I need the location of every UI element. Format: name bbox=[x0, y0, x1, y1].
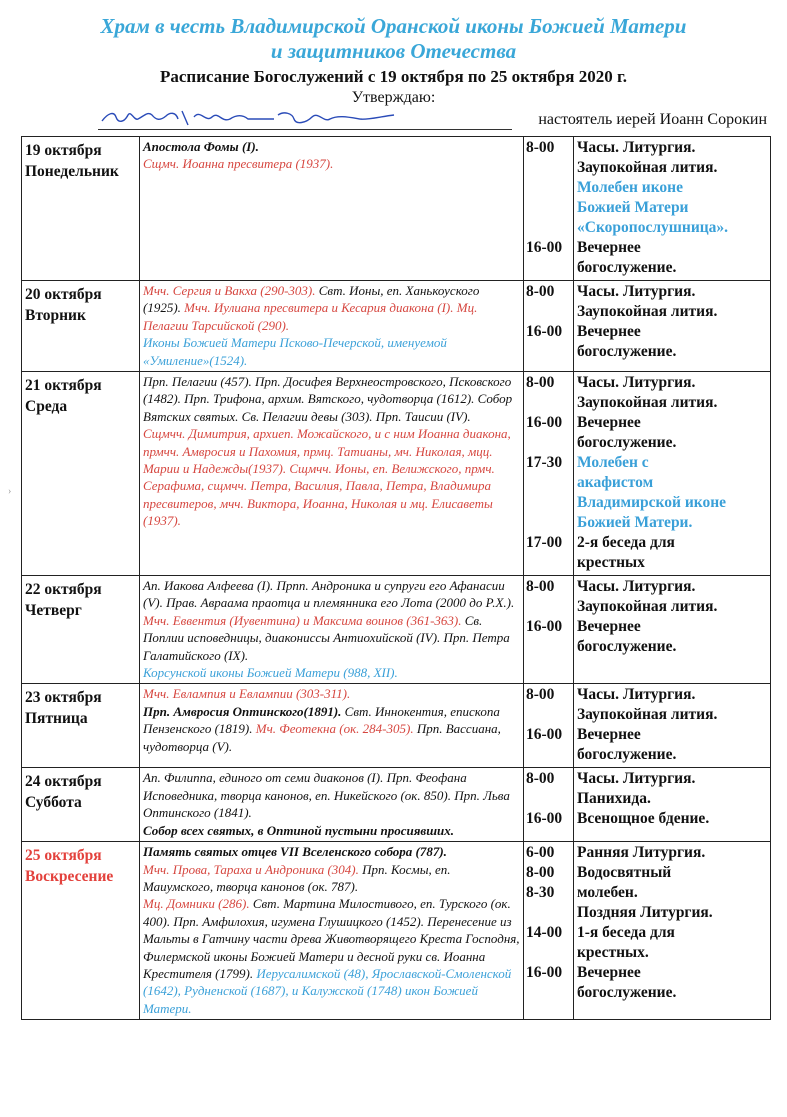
saint-text: Мчч. Евлампия и Евлампии (303-311). bbox=[143, 686, 351, 702]
service-name: Божией Матери. bbox=[577, 514, 693, 532]
signature-icon bbox=[98, 105, 398, 131]
service-time bbox=[526, 705, 572, 725]
schedule-row bbox=[22, 768, 771, 842]
service-time bbox=[526, 745, 572, 765]
service-name: Часы. Литургия. bbox=[577, 578, 696, 596]
service-name: Вечернее bbox=[577, 618, 641, 636]
service-time: 17-00 bbox=[526, 534, 563, 552]
saint-text: Сщмчч. Димитрия, архиеп. Можайского, и с ним Иоанна диакона, прмчч. Амвросия и Пахомия, прмц. Татианы, мч. Николая, мцц. Марии и Надежды(1937). Сщмчч. Ионы, еп. Велижского, прмч. Серафима, сщмчч. Петра, Василия, Павла, Петра, Владимира пресвитеров, мчч. Виктора, Иоанна, Николая и мц. Елисаветы (1937). bbox=[143, 426, 511, 529]
services-cell bbox=[574, 137, 771, 281]
times-cell bbox=[524, 372, 574, 576]
service-time bbox=[526, 258, 572, 278]
saint-text: Свт. Иннокентия, епископа Пензенского (1819). bbox=[143, 703, 500, 737]
schedule-subtitle: Расписание Богослужений с 19 октября по 25 октября 2020 г. bbox=[159, 67, 628, 86]
times-cell bbox=[524, 768, 574, 842]
day-date: 21 октября bbox=[25, 377, 102, 395]
saint-text: Собор всех святых, в Оптиной пустыни просиявших. bbox=[143, 822, 455, 838]
saint-text: Прп. Амвросия Оптинского(1891). bbox=[143, 703, 345, 719]
saints-cell bbox=[140, 576, 524, 684]
day-cell bbox=[22, 842, 140, 1020]
service-time: 16-00 bbox=[526, 239, 563, 256]
times-cell bbox=[524, 281, 574, 372]
service-time: 8-00 bbox=[526, 686, 555, 704]
schedule-row bbox=[22, 137, 771, 281]
day-weekday: Суббота bbox=[25, 794, 82, 812]
service-time: 16-00 bbox=[526, 323, 563, 340]
day-date: 20 октября bbox=[25, 286, 102, 303]
saint-text: Иерусалимской (48), Ярославской-Смоленской (1642), Рудненской (1687), и Калужской (1748) икон Божией Матери. bbox=[143, 965, 512, 1016]
service-name: Ранняя Литургия. bbox=[577, 844, 706, 862]
saint-text: Апостола Фомы (I). bbox=[143, 139, 259, 154]
services-cell bbox=[574, 372, 771, 576]
service-time: 8-00 bbox=[526, 374, 555, 392]
saint-text: Память святых отцев VII Вселенского собора (787). bbox=[143, 844, 447, 860]
service-name: богослужение. bbox=[577, 343, 677, 360]
service-name: Вечернее bbox=[577, 414, 641, 432]
day-cell bbox=[22, 372, 140, 576]
day-weekday: Четверг bbox=[25, 602, 82, 620]
service-name: Молебен с bbox=[577, 454, 649, 472]
schedule-row bbox=[22, 842, 771, 1020]
header bbox=[0, 0, 787, 107]
saint-text: Корсунской иконы Божией Матери (988, XII). bbox=[143, 665, 398, 681]
service-name: Часы. Литургия. bbox=[577, 770, 696, 788]
service-time: 8-00 bbox=[526, 578, 555, 596]
day-cell bbox=[22, 684, 140, 768]
service-name: крестных. bbox=[577, 944, 649, 962]
service-name: Часы. Литургия. bbox=[577, 686, 696, 704]
service-name: Заупокойная лития. bbox=[577, 303, 718, 320]
service-time: 6-00 bbox=[526, 844, 555, 862]
schedule-table bbox=[21, 136, 771, 1020]
service-time: 16-00 bbox=[526, 618, 563, 636]
approve-label: Утверждаю: bbox=[351, 89, 436, 106]
service-time: 8-00 bbox=[526, 139, 555, 156]
saints-cell bbox=[140, 684, 524, 768]
service-time bbox=[526, 302, 572, 322]
service-time: 8-30 bbox=[526, 884, 555, 902]
day-date: 23 октября bbox=[25, 689, 102, 707]
services-cell bbox=[574, 768, 771, 842]
day-date: 24 октября bbox=[25, 773, 102, 791]
service-name: богослужение. bbox=[577, 638, 677, 656]
times-cell bbox=[524, 137, 574, 281]
day-cell bbox=[22, 576, 140, 684]
day-date: 22 октября bbox=[25, 581, 102, 599]
service-name: акафистом bbox=[577, 474, 654, 492]
saint-text: Св. Поплии исповедницы, диакониссы Антиохийской (IV). Прп. Петра Галатийского (IX). bbox=[143, 612, 510, 663]
day-weekday: Пятница bbox=[25, 710, 88, 728]
services-cell bbox=[574, 576, 771, 684]
saint-text: Иконы Божией Матери Псково-Печерской, именуемой «Умиление»(1524). bbox=[143, 335, 447, 368]
saint-text: Свт. Ионы, еп. Ханькоуского (1925). bbox=[143, 283, 480, 316]
day-cell bbox=[22, 768, 140, 842]
saint-text: Ап. Филиппа, единого от семи диаконов (I). Прп. Феофана Исповедника, творца канонов, еп. Никейского (ок. 850). Прп. Льва Оптинского (1841). bbox=[143, 770, 510, 821]
service-name: Часы. Литургия. bbox=[577, 283, 696, 300]
title-line-1: Храм в честь Владимирской Оранской иконы Божией Матери bbox=[100, 14, 687, 38]
rector-name: настоятель иерей Иоанн Сорокин bbox=[538, 111, 767, 128]
times-cell bbox=[524, 576, 574, 684]
saint-text: Мчч. Иулиана пресвитера и Кесария диакона (I). Мц. Пелагии Тарсийской (290). bbox=[143, 300, 478, 333]
service-name: Молебен иконе bbox=[577, 179, 683, 196]
service-name: Панихида. bbox=[577, 790, 651, 808]
day-cell bbox=[22, 281, 140, 372]
saint-text: Мчч. Еввентия (Иувентина) и Максима воинов (361-363). bbox=[143, 612, 465, 628]
saint-text: Мч. Феотекна (ок. 284-305). bbox=[255, 721, 417, 737]
service-time: 8-00 bbox=[526, 283, 555, 300]
saint-text: Прп. Пелагии (457). Прп. Досифея Верхнеостровского, Псковского (1482). Прп. Трифона, архим. Вятского, чудотворца (1612). Собор Вятских святых. Св. Пелагии девы (303). Прп. Таисии (IV). bbox=[143, 374, 513, 424]
signature-line bbox=[98, 107, 512, 130]
service-time: 16-00 bbox=[526, 964, 563, 982]
service-time bbox=[526, 158, 572, 178]
schedule-row bbox=[22, 281, 771, 372]
approval-line bbox=[20, 107, 767, 131]
service-name: Владимирской иконе bbox=[577, 494, 727, 512]
service-time: 8-00 bbox=[526, 864, 555, 882]
saints-cell bbox=[140, 372, 524, 576]
services-cell bbox=[574, 684, 771, 768]
service-name: Часы. Литургия. bbox=[577, 139, 696, 156]
service-name: 2-я беседа для bbox=[577, 534, 675, 552]
service-time: 16-00 bbox=[526, 414, 563, 432]
day-weekday: Воскресение bbox=[25, 868, 114, 886]
service-name: богослужение. bbox=[577, 434, 677, 452]
services-cell bbox=[574, 281, 771, 372]
service-name: Заупокойная лития. bbox=[577, 598, 718, 616]
day-weekday: Вторник bbox=[25, 307, 86, 324]
saint-text: Сщмч. Иоанна пресвитера (1937). bbox=[143, 156, 334, 172]
service-name: богослужение. bbox=[577, 259, 677, 276]
day-date: 25 октября bbox=[25, 847, 102, 865]
service-time: 8-00 bbox=[526, 770, 555, 788]
service-name: крестных bbox=[577, 554, 645, 572]
saint-text: Прп. Вассиана, чудотворца (V). bbox=[143, 721, 501, 754]
service-time bbox=[526, 983, 572, 1003]
service-name: Поздняя Литургия. bbox=[577, 904, 713, 922]
service-name: Вечернее bbox=[577, 323, 641, 340]
title-line-2: и защитников Отечества bbox=[270, 39, 517, 63]
saint-text: Ап. Иакова Алфеева (I). Прпп. Андроника и супруги его Афанасии (V). Прав. Авраама праотца и племянника его Лота (2000 до Р.Х.). bbox=[143, 578, 515, 611]
saint-text: Прп. Космы, еп. Маиумского, творца канонов (ок. 787). bbox=[143, 861, 451, 894]
service-time bbox=[526, 553, 572, 573]
service-name: 1-я беседа для bbox=[577, 924, 675, 942]
saints-cell bbox=[140, 768, 524, 842]
service-name: Водосвятный bbox=[577, 864, 672, 882]
saint-text: Мчч. Сергия и Вакха (290-303). bbox=[143, 283, 319, 298]
service-time bbox=[526, 493, 572, 513]
service-name: «Скоропослушница». bbox=[577, 219, 729, 236]
saint-text: Свт. Мартина Милостивого, еп. Турского (ок. 400). Прп. Амфилохия, игумена Глушицкого (1452). Перенесение из Мальты в Гатчину части древа Животворящего Креста Господня, Филермской иконы Божией Матери и десной руки св. Иоанна Крестителя (1799). bbox=[143, 896, 520, 981]
service-name: Заупокойная лития. bbox=[577, 394, 718, 412]
saints-cell bbox=[140, 281, 524, 372]
times-cell bbox=[524, 842, 574, 1020]
service-time bbox=[526, 393, 572, 413]
day-weekday: Понедельник bbox=[25, 163, 119, 180]
service-time bbox=[526, 903, 572, 923]
saint-text: Мчч. Прова, Тараха и Андроника (304). bbox=[143, 861, 363, 877]
service-time bbox=[526, 198, 572, 218]
day-date: 19 октября bbox=[25, 142, 102, 159]
saints-cell bbox=[140, 137, 524, 281]
schedule-row bbox=[22, 576, 771, 684]
services-cell bbox=[574, 842, 771, 1020]
service-time bbox=[526, 218, 572, 238]
service-name: молебен. bbox=[577, 884, 638, 902]
service-name: Божией Матери bbox=[577, 199, 689, 216]
service-time bbox=[526, 433, 572, 453]
service-time bbox=[526, 789, 572, 809]
service-name: Заупокойная лития. bbox=[577, 706, 718, 724]
service-time: 16-00 bbox=[526, 810, 563, 828]
service-name: богослужение. bbox=[577, 746, 677, 764]
service-name: богослужение. bbox=[577, 984, 677, 1002]
service-name: Часы. Литургия. bbox=[577, 374, 696, 392]
service-time: 17-30 bbox=[526, 454, 563, 472]
service-time: 16-00 bbox=[526, 726, 563, 744]
service-time bbox=[526, 943, 572, 963]
service-name: Вечернее bbox=[577, 726, 641, 744]
day-cell bbox=[22, 137, 140, 281]
schedule-row bbox=[22, 684, 771, 768]
service-time bbox=[526, 597, 572, 617]
service-name: Всенощное бдение. bbox=[577, 810, 710, 828]
service-name: Вечернее bbox=[577, 964, 641, 982]
scan-mark: › bbox=[8, 486, 12, 497]
schedule-row bbox=[22, 372, 771, 576]
saint-text: Мц. Домники (286). bbox=[143, 896, 253, 912]
service-time bbox=[526, 637, 572, 657]
saints-cell bbox=[140, 842, 524, 1020]
service-name: Заупокойная лития. bbox=[577, 159, 718, 176]
service-name: Вечернее bbox=[577, 239, 641, 256]
service-time bbox=[526, 178, 572, 198]
service-time bbox=[526, 513, 572, 533]
service-time bbox=[526, 342, 572, 362]
times-cell bbox=[524, 684, 574, 768]
service-time: 14-00 bbox=[526, 924, 563, 942]
service-time bbox=[526, 473, 572, 493]
day-weekday: Среда bbox=[25, 398, 68, 416]
